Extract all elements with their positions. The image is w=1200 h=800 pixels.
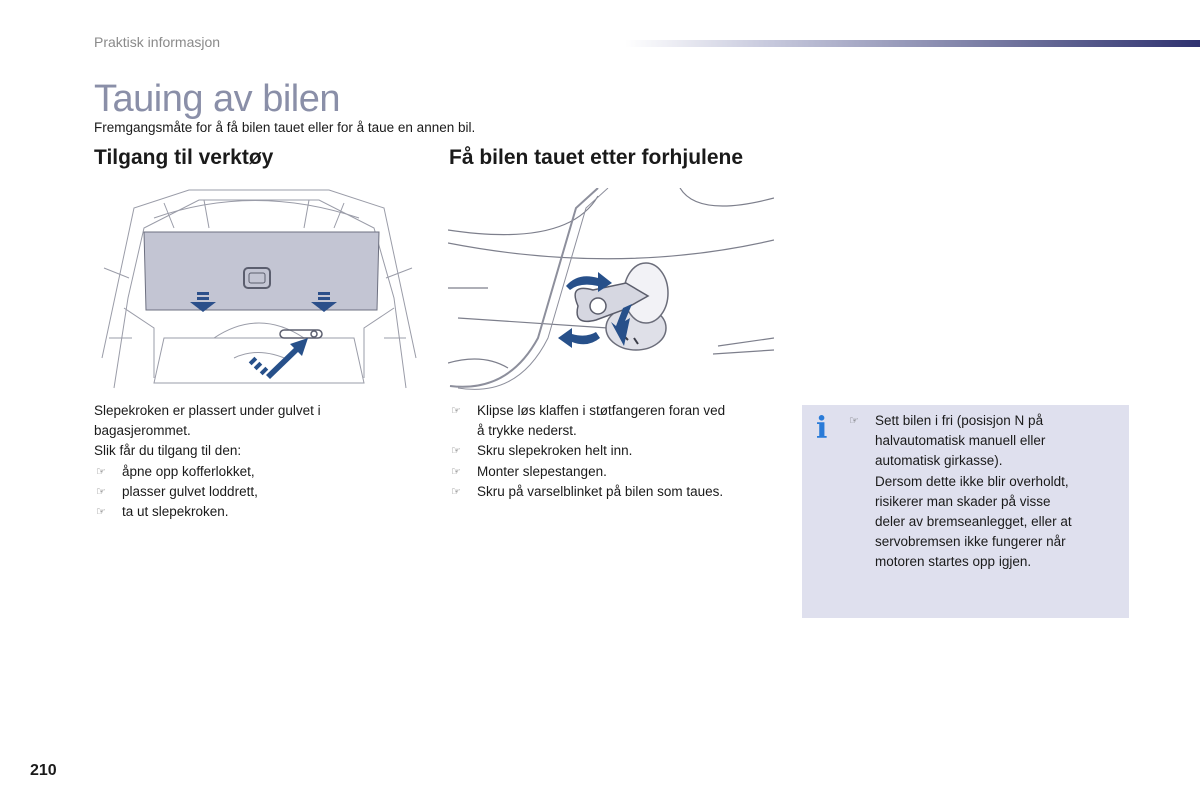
- paragraph-line: Slepekroken er plassert under gulvet i: [94, 403, 321, 418]
- heading-tow-front: Få bilen tauet etter forhjulene: [449, 146, 744, 169]
- info-line: motoren startes opp igjen.: [875, 554, 1032, 570]
- page-number: 210: [30, 762, 57, 779]
- info-line: Sett bilen i fri (posisjon N på: [875, 413, 1044, 428]
- info-box: [802, 405, 1129, 618]
- heading-tool-access: Tilgang til verktøy: [94, 146, 274, 169]
- pointing-hand-icon: ☞: [96, 485, 106, 498]
- list-item: ☞ ta ut slepekroken.: [94, 502, 424, 522]
- pointing-hand-icon: ☞: [451, 485, 461, 498]
- pointing-hand-icon: ☞: [451, 465, 461, 478]
- info-line: servobremsen ikke fungerer når: [875, 534, 1066, 550]
- info-line: automatisk girkasse).: [875, 453, 1003, 469]
- list-item: ☞ Klipse løs klaffen i støtfangeren foran ved å trykke nederst.: [451, 403, 726, 439]
- list-item: ☞ plasser gulvet loddrett,: [94, 482, 424, 502]
- pointing-hand-icon: ☞: [451, 405, 461, 417]
- tool-access-steps: [94, 462, 424, 523]
- info-text: [847, 411, 1117, 573]
- tow-hook-drawing: [448, 188, 774, 390]
- paragraph-line: bagasjerommet.: [94, 423, 191, 439]
- tow-front-text: [449, 401, 779, 502]
- list-item: ☞ åpne opp kofferlokket,: [94, 462, 424, 482]
- page-title: Tauing av bilen: [94, 78, 341, 120]
- pointing-hand-icon: ☞: [96, 465, 106, 478]
- header-bar: [625, 40, 1200, 47]
- list-item: ☞ Skru slepekroken helt inn.: [449, 441, 779, 461]
- trunk-floor-drawing: [94, 188, 421, 390]
- list-item: ☞ Monter slepestangen.: [449, 462, 779, 482]
- info-icon: i: [816, 411, 828, 446]
- info-line: halvautomatisk manuell eller: [875, 433, 1046, 449]
- pointing-hand-icon: ☞: [849, 415, 859, 427]
- pointing-hand-icon: ☞: [451, 445, 461, 458]
- tow-front-steps: [449, 401, 779, 502]
- tow-hook-illustration: [448, 188, 774, 390]
- trunk-floor-illustration: [94, 188, 421, 390]
- paragraph-line: Slik får du tilgang til den:: [94, 443, 242, 459]
- info-line: risikerer man skader på visse: [875, 493, 1051, 509]
- info-line: deler av bremseanlegget, eller at: [875, 514, 1072, 530]
- tool-access-text: [94, 401, 424, 522]
- page-subtitle: Fremgangsmåte for å få bilen tauet eller for å taue en annen bil.: [94, 120, 476, 135]
- pointing-hand-icon: ☞: [96, 506, 106, 519]
- section-label: Praktisk informasjon: [94, 34, 221, 50]
- info-line: Dersom dette ikke blir overholdt,: [875, 473, 1069, 489]
- list-item: ☞ Skru på varselblinket på bilen som taues.: [449, 482, 779, 502]
